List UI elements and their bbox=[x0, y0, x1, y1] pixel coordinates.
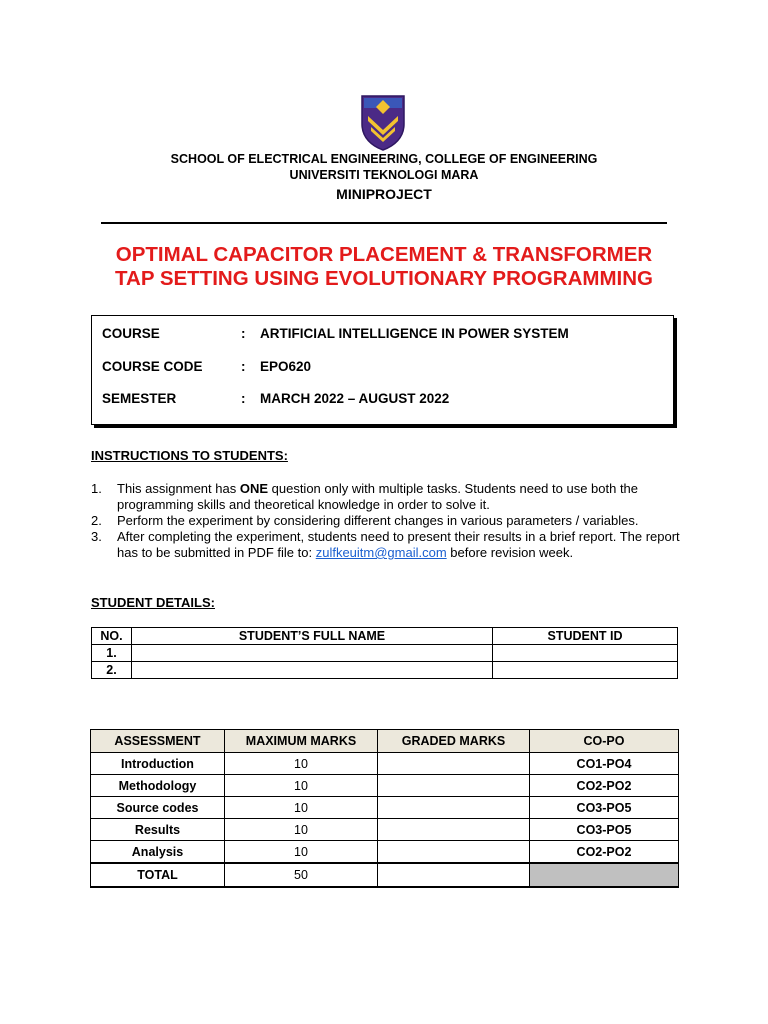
instruction-item-1 bbox=[91, 481, 681, 513]
instruction-item-3 bbox=[91, 529, 681, 561]
max-marks: 10 bbox=[225, 797, 378, 819]
semester-value: MARCH 2022 – AUGUST 2022 bbox=[260, 391, 450, 406]
instruction-number: 2. bbox=[91, 513, 102, 528]
graded-marks-cell[interactable] bbox=[378, 819, 530, 841]
instruction-text: This assignment has ONE question only with multiple tasks. Students need to use both the programming skills and theoretical knowledge in order to solve it. bbox=[117, 481, 639, 512]
course-code-label: COURSE CODE bbox=[102, 359, 203, 374]
school-name: SCHOOL OF ELECTRICAL ENGINEERING, COLLEGE OF ENGINEERING bbox=[170, 152, 598, 166]
student-details-table bbox=[91, 627, 678, 679]
co-po: CO3-PO5 bbox=[530, 819, 679, 841]
assessment-name: Methodology bbox=[91, 775, 225, 797]
max-marks: 10 bbox=[225, 819, 378, 841]
table-header-row bbox=[91, 730, 679, 753]
column-header: ASSESSMENT bbox=[91, 730, 225, 753]
row-number: 2. bbox=[92, 662, 132, 679]
table-row bbox=[92, 662, 678, 679]
max-marks: 10 bbox=[225, 841, 378, 864]
shaded-cell bbox=[530, 863, 679, 887]
university-logo bbox=[360, 94, 406, 152]
assessment-name: Results bbox=[91, 819, 225, 841]
co-po: CO2-PO2 bbox=[530, 775, 679, 797]
table-row bbox=[91, 775, 679, 797]
column-header: NO. bbox=[92, 628, 132, 645]
column-header: CO-PO bbox=[530, 730, 679, 753]
column-header: MAXIMUM MARKS bbox=[225, 730, 378, 753]
id-cell[interactable] bbox=[493, 662, 678, 679]
table-row bbox=[91, 841, 679, 864]
max-marks: 10 bbox=[225, 753, 378, 775]
semester-label: SEMESTER bbox=[102, 391, 177, 406]
max-marks: 10 bbox=[225, 775, 378, 797]
student-details-heading: STUDENT DETAILS: bbox=[91, 595, 215, 610]
email-link[interactable]: zulfkeuitm@gmail.com bbox=[315, 545, 447, 560]
table-row bbox=[92, 645, 678, 662]
co-po: CO1-PO4 bbox=[530, 753, 679, 775]
graded-marks-cell[interactable] bbox=[378, 775, 530, 797]
graded-marks-cell[interactable] bbox=[378, 841, 530, 864]
course-code-value: EPO620 bbox=[260, 359, 312, 374]
instructions-heading: INSTRUCTIONS TO STUDENTS: bbox=[91, 448, 288, 463]
instruction-text: After completing the experiment, students need to present their results in a brief report. The report has to be submitted in PDF file to: zulfkeuitm@gmail.com before revision week. bbox=[117, 529, 680, 560]
assessment-name: Introduction bbox=[91, 753, 225, 775]
assessment-name: Source codes bbox=[91, 797, 225, 819]
id-cell[interactable] bbox=[493, 645, 678, 662]
course-code-colon: : bbox=[241, 359, 246, 374]
assessment-name: Analysis bbox=[91, 841, 225, 864]
co-po: CO3-PO5 bbox=[530, 797, 679, 819]
course-info-box bbox=[91, 315, 674, 425]
instruction-number: 1. bbox=[91, 481, 102, 496]
row-number: 1. bbox=[92, 645, 132, 662]
title-line-2: TAP SETTING USING EVOLUTIONARY PROGRAMMING bbox=[115, 267, 653, 290]
university-name: UNIVERSITI TEKNOLOGI MARA bbox=[289, 168, 479, 182]
total-max-marks: 50 bbox=[225, 863, 378, 887]
column-header: GRADED MARKS bbox=[378, 730, 530, 753]
graded-marks-cell[interactable] bbox=[378, 797, 530, 819]
header-divider bbox=[101, 222, 667, 224]
table-row bbox=[91, 797, 679, 819]
course-label: COURSE bbox=[102, 326, 160, 341]
table-row bbox=[91, 753, 679, 775]
title-line-1: OPTIMAL CAPACITOR PLACEMENT & TRANSFORMER bbox=[115, 243, 653, 266]
name-cell[interactable] bbox=[132, 662, 493, 679]
instruction-number: 3. bbox=[91, 529, 102, 544]
instruction-item-2 bbox=[91, 513, 681, 529]
graded-marks-cell[interactable] bbox=[378, 753, 530, 775]
semester-colon: : bbox=[241, 391, 246, 406]
column-header: STUDENT ID bbox=[493, 628, 678, 645]
total-graded-cell[interactable] bbox=[378, 863, 530, 887]
total-label: TOTAL bbox=[91, 863, 225, 887]
table-header-row bbox=[92, 628, 678, 645]
instruction-text: Perform the experiment by considering different changes in various parameters / variables. bbox=[117, 513, 639, 528]
total-row bbox=[91, 863, 679, 887]
course-colon: : bbox=[241, 326, 246, 341]
document-type: MINIPROJECT bbox=[336, 186, 432, 202]
co-po: CO2-PO2 bbox=[530, 841, 679, 864]
table-row bbox=[91, 819, 679, 841]
course-value: ARTIFICIAL INTELLIGENCE IN POWER SYSTEM bbox=[260, 326, 569, 341]
assessment-table bbox=[90, 729, 679, 888]
column-header: STUDENT’S FULL NAME bbox=[132, 628, 493, 645]
name-cell[interactable] bbox=[132, 645, 493, 662]
